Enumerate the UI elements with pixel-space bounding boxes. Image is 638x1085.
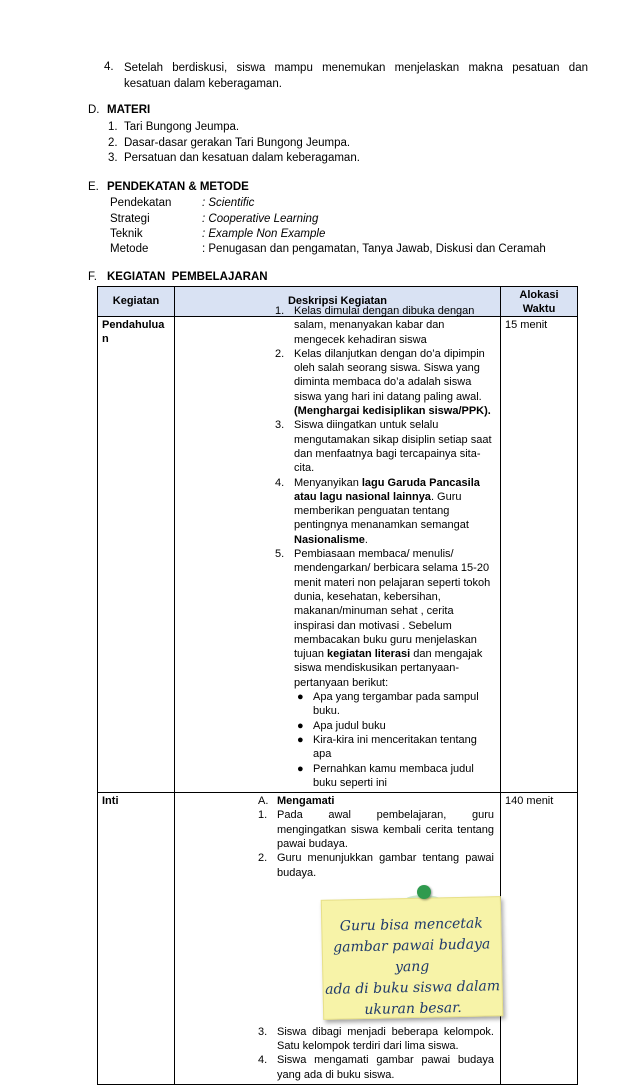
list-item [258, 851, 494, 880]
metode-label: Metode [110, 243, 149, 255]
bullet-text: Kira-kira ini menceritakan tentang apa [313, 733, 477, 761]
list-item-text: dan mengajak siswa mendiskusikan pertanyaan-pertanyaan berikut: [294, 648, 483, 689]
note-line-1: Guru bisa mencetak [339, 915, 483, 935]
intro-item-line-1: Setelah berdiskusi, siswa mampu menemukan menjelaskan makna pesatuan dan [124, 62, 588, 74]
pendahuluan-time-text: 15 menit [505, 319, 548, 331]
list-item-num: 2. [258, 852, 268, 865]
pushpin-icon [417, 885, 431, 899]
sticky-note-text [322, 913, 502, 1022]
section-d-letter: D. [88, 104, 100, 116]
list-item-num: 4. [275, 476, 285, 489]
header-kegiatan: Kegiatan [98, 287, 175, 317]
list-item-bold: Nasionalisme [294, 533, 365, 546]
inti-sub-letter: A. [258, 795, 269, 808]
list-item-text: Menyanyikan [294, 476, 362, 489]
section-e-heading: PENDEKATAN & METODE [107, 181, 249, 193]
list-item-num: 3. [275, 419, 285, 432]
pendahuluan-description [175, 305, 501, 793]
list-item-num: 4. [258, 1054, 268, 1067]
pendahuluan-list [275, 304, 492, 790]
strategi-label: Strategi [110, 213, 150, 225]
list-item [275, 547, 492, 790]
list-item-text: . [364, 533, 368, 546]
materi-item-2-num: 2. [108, 137, 118, 149]
materi-item-2: Dasar-dasar gerakan Tari Bungong Jeumpa. [124, 137, 351, 149]
list-item [258, 808, 494, 851]
header-alokasi-line-2: Waktu [522, 302, 556, 315]
bullet-text: Pernahkan kamu membaca judul buku seperti ini [313, 762, 474, 789]
intro-item-line-2: kesatuan dalam keberagaman. [124, 78, 282, 90]
intro-item-number: 4. [104, 61, 114, 73]
header-deskripsi: Deskripsi Kegiatan [175, 287, 501, 317]
list-item-text: Guru menunjukkan gambar tentang pawai budaya. [277, 852, 494, 879]
list-item [294, 719, 492, 733]
list-item-text: Pembiasaan membaca/ menulis/ mendengarkan/ berbicara selama 15-20 menit materi non pelajaran seperti tokoh dunia, kesehatan, kebersihan, makanan/minuman sehat , cerita inspirasi dan motivasi . Sebelum membacakan buku guru menjelaskan tujuan [294, 548, 491, 661]
materi-item-1-num: 1. [108, 121, 118, 133]
metode-value: : Penugasan dan pengamatan, Tanya Jawab, Diskusi dan Ceramah [202, 243, 546, 255]
list-item-text: Siswa diingatkan untuk selalu mengutamakan sikap disiplin setiap saat dan menfaatnya bagi tercapainya sita-cita. [294, 419, 492, 475]
list-item-text: . Guru memberikan penguatan tentang pentingnya menanamkan semangat [294, 490, 469, 532]
pendekatan-value: : Scientific [202, 197, 255, 209]
header-alokasi [501, 287, 578, 317]
kegiatan-table [97, 286, 578, 1085]
inti-sub-heading: Mengamati [277, 795, 335, 808]
list-item-num: 5. [275, 548, 285, 561]
bullet-icon: ● [297, 762, 304, 775]
list-item-num: 3. [258, 1025, 268, 1038]
inti-label [98, 793, 175, 1085]
pendekatan-label: Pendekatan [110, 197, 172, 209]
inti-list-b [258, 1025, 494, 1082]
list-item [294, 762, 492, 791]
section-d-heading: MATERI [107, 104, 151, 116]
list-item-num: 2. [275, 347, 285, 360]
note-line-2: gambar pawai budaya yang [333, 936, 491, 976]
bullet-text: Apa yang tergambar pada sampul buku. [313, 691, 479, 718]
materi-item-1: Tari Bungong Jeumpa. [124, 121, 240, 133]
inti-time-text: 140 menit [505, 795, 554, 808]
section-f-letter: F. [88, 271, 97, 283]
inti-description [175, 793, 501, 1085]
inti-subheading [258, 794, 494, 808]
inti-list-a [258, 808, 494, 879]
materi-item-3-num: 3. [108, 152, 118, 164]
list-item-bold: (Menghargai kedisiplikan siswa/PPK). [294, 405, 491, 418]
table-row-inti [98, 793, 578, 1085]
list-item [294, 733, 492, 762]
list-item [258, 1053, 494, 1082]
strategi-value: : Cooperative Learning [202, 213, 319, 225]
note-line-3: ada di buku siswa dalam [324, 978, 501, 998]
list-item-text: Kelas dimulai dengan dibuka dengan salam, menanyakan kabar dan mengecek kehadiran siswa [294, 305, 475, 346]
list-item-bold: kegiatan literasi [327, 648, 411, 661]
list-item-num: 1. [258, 809, 268, 822]
list-item-bold: lagu Garuda Pancasila atau lagu nasional lainnya [294, 476, 480, 503]
list-item-text: Pada awal pembelajaran, guru mengingatkan siswa kembali cerita tentang pawai budaya. [277, 809, 494, 850]
sticky-note-area [258, 880, 501, 1025]
bullet-icon: ● [297, 733, 304, 746]
pendahuluan-label-line-1: Pendahulua [102, 319, 165, 331]
list-item [275, 418, 492, 475]
teknik-label: Teknik [110, 228, 143, 240]
list-item [275, 347, 492, 418]
list-item [294, 690, 492, 719]
pendahuluan-time [501, 317, 578, 793]
inti-time [501, 793, 578, 1085]
pendahuluan-label [98, 317, 175, 793]
intro-item-text [124, 60, 588, 92]
materi-item-3: Persatuan dan kesatuan dalam keberagaman. [124, 152, 360, 164]
list-item [258, 1025, 494, 1054]
bullet-icon: ● [297, 719, 304, 732]
note-line-4: ukuran besar. [364, 999, 462, 1018]
header-alokasi-line-1: Alokasi [519, 288, 559, 301]
section-f-heading: KEGIATAN PEMBELAJARAN [107, 271, 268, 283]
literasi-questions [294, 690, 492, 790]
section-e-letter: E. [88, 181, 99, 193]
teknik-value: : Example Non Example [202, 228, 326, 240]
list-item [275, 304, 492, 347]
list-item-text: Kelas dilanjutkan dengan do’a dipimpin oleh salah seorang siswa. Siswa yang diminta membaca do’a adalah siswa siswa yang hari ini datang paling awal. [294, 347, 485, 403]
list-item [275, 476, 492, 547]
bullet-icon: ● [297, 691, 304, 704]
list-item-num: 1. [275, 305, 285, 317]
table-row-pendahuluan [98, 317, 578, 793]
sticky-note [321, 896, 503, 1020]
list-item-text: Siswa dibagi menjadi beberapa kelompok. Satu kelompok terdiri dari lima siswa. [277, 1025, 494, 1053]
bullet-text: Apa judul buku [313, 719, 386, 732]
inti-label-text: Inti [102, 795, 119, 808]
list-item-text: Siswa mengamati gambar pawai budaya yang ada di buku siswa. [277, 1054, 494, 1081]
pendahuluan-label-line-2: n [102, 333, 109, 346]
